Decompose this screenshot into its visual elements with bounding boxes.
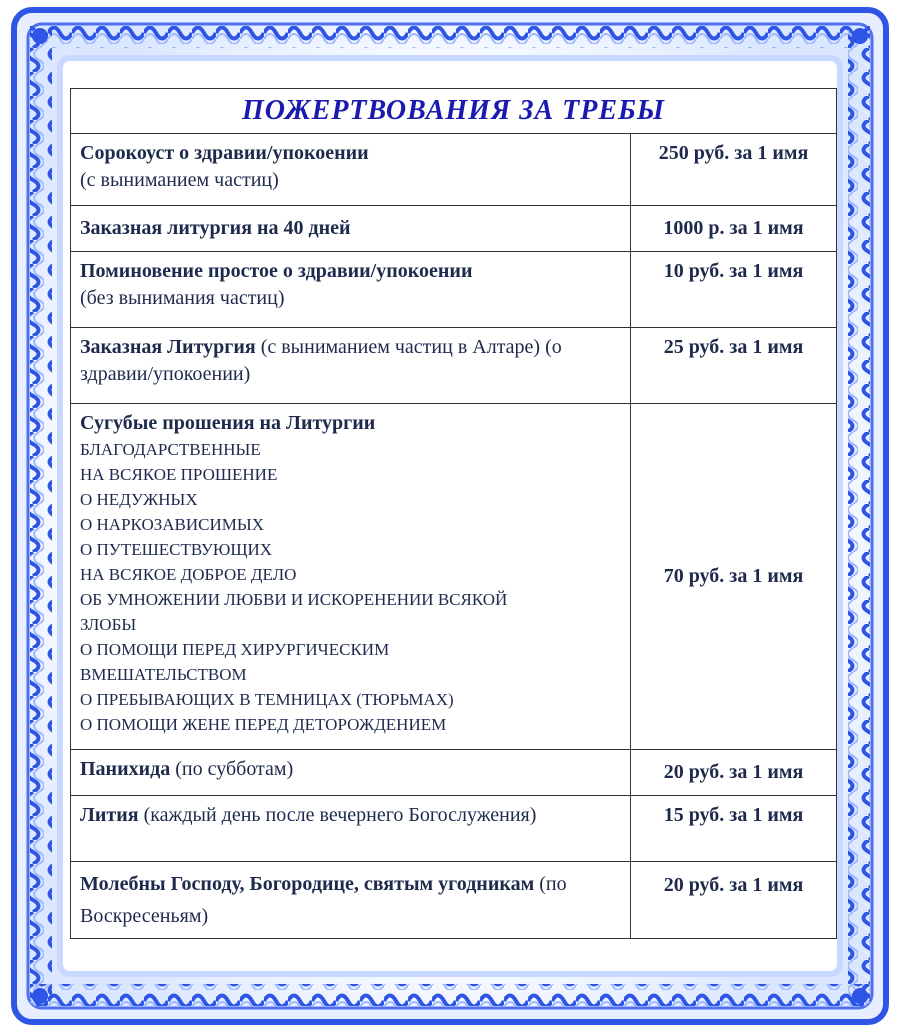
list-item: О ПОМОЩИ ПЕРЕД ХИРУРГИЧЕСКИМ <box>80 640 390 659</box>
list-item: ЗЛОБЫ <box>80 615 137 634</box>
price-table <box>70 88 837 939</box>
list-item: О НАРКОЗАВИСИМЫХ <box>80 515 264 534</box>
petition-list <box>80 437 622 737</box>
service-cell <box>71 134 631 206</box>
table-row <box>71 404 837 750</box>
table-row <box>71 252 837 328</box>
service-name: Заказная Литургия <box>80 336 256 358</box>
service-note: (с выниманием частиц) <box>80 169 279 191</box>
price-cell: 10 руб. за 1 имя <box>631 252 837 328</box>
price-cell: 20 руб. за 1 имя <box>631 862 837 939</box>
service-name: Сорокоуст о здравии/упокоении <box>80 142 369 164</box>
list-item: О ПОМОЩИ ЖЕНЕ ПЕРЕД ДЕТОРОЖДЕНИЕМ <box>80 715 447 734</box>
list-item: О НЕДУЖНЫХ <box>80 490 198 509</box>
service-name: Сугубые прошения на Литургии <box>80 412 376 434</box>
list-item: БЛАГОДАРСТВЕННЫЕ <box>80 440 261 459</box>
service-cell <box>71 404 631 750</box>
service-cell <box>71 862 631 939</box>
price-cell: 15 руб. за 1 имя <box>631 796 837 862</box>
list-item: О ПУТЕШЕСТВУЮЩИХ <box>80 540 273 559</box>
service-name: Панихида <box>80 758 171 780</box>
service-note: (по субботам) <box>170 758 294 780</box>
page-title: ПОЖЕРТВОВАНИЯ ЗА ТРЕБЫ <box>71 89 837 134</box>
service-cell <box>71 206 631 252</box>
service-cell <box>71 252 631 328</box>
price-cell: 250 руб. за 1 имя <box>631 134 837 206</box>
table-row <box>71 750 837 796</box>
price-cell: 25 руб. за 1 имя <box>631 328 837 404</box>
service-name: Лития <box>80 804 139 826</box>
service-cell <box>71 328 631 404</box>
service-name: Молебны Господу, Богородице, святым угодникам <box>80 873 535 895</box>
price-cell: 1000 р. за 1 имя <box>631 206 837 252</box>
table-row <box>71 862 837 939</box>
price-cell: 70 руб. за 1 имя <box>631 404 837 750</box>
list-item: ОБ УМНОЖЕНИИ ЛЮБВИ И ИСКОРЕНЕНИИ ВСЯКОЙ <box>80 590 508 609</box>
service-note: (каждый день после вечернего Богослужения) <box>138 804 537 826</box>
table-row <box>71 134 837 206</box>
service-note: (по Воскресеньям) <box>80 873 567 927</box>
service-cell <box>71 750 631 796</box>
list-item: ВМЕШАТЕЛЬСТВОМ <box>80 665 247 684</box>
table-row <box>71 328 837 404</box>
table-row <box>71 796 837 862</box>
service-cell <box>71 796 631 862</box>
list-item: НА ВСЯКОЕ ДОБРОЕ ДЕЛО <box>80 565 297 584</box>
table-row <box>71 206 837 252</box>
price-cell: 20 руб. за 1 имя <box>631 750 837 796</box>
service-note: (с выниманием частиц в Алтаре) (о здравии/упокоении) <box>80 336 562 385</box>
service-name: Поминовение простое о здравии/упокоении <box>80 260 473 282</box>
table-title-row <box>71 89 837 134</box>
service-note: (без вынимания частиц) <box>80 287 285 309</box>
service-name: Заказная литургия на 40 дней <box>80 217 351 239</box>
list-item: О ПРЕБЫВАЮЩИХ В ТЕМНИЦАХ (ТЮРЬМАХ) <box>80 690 454 709</box>
list-item: НА ВСЯКОЕ ПРОШЕНИЕ <box>80 465 278 484</box>
